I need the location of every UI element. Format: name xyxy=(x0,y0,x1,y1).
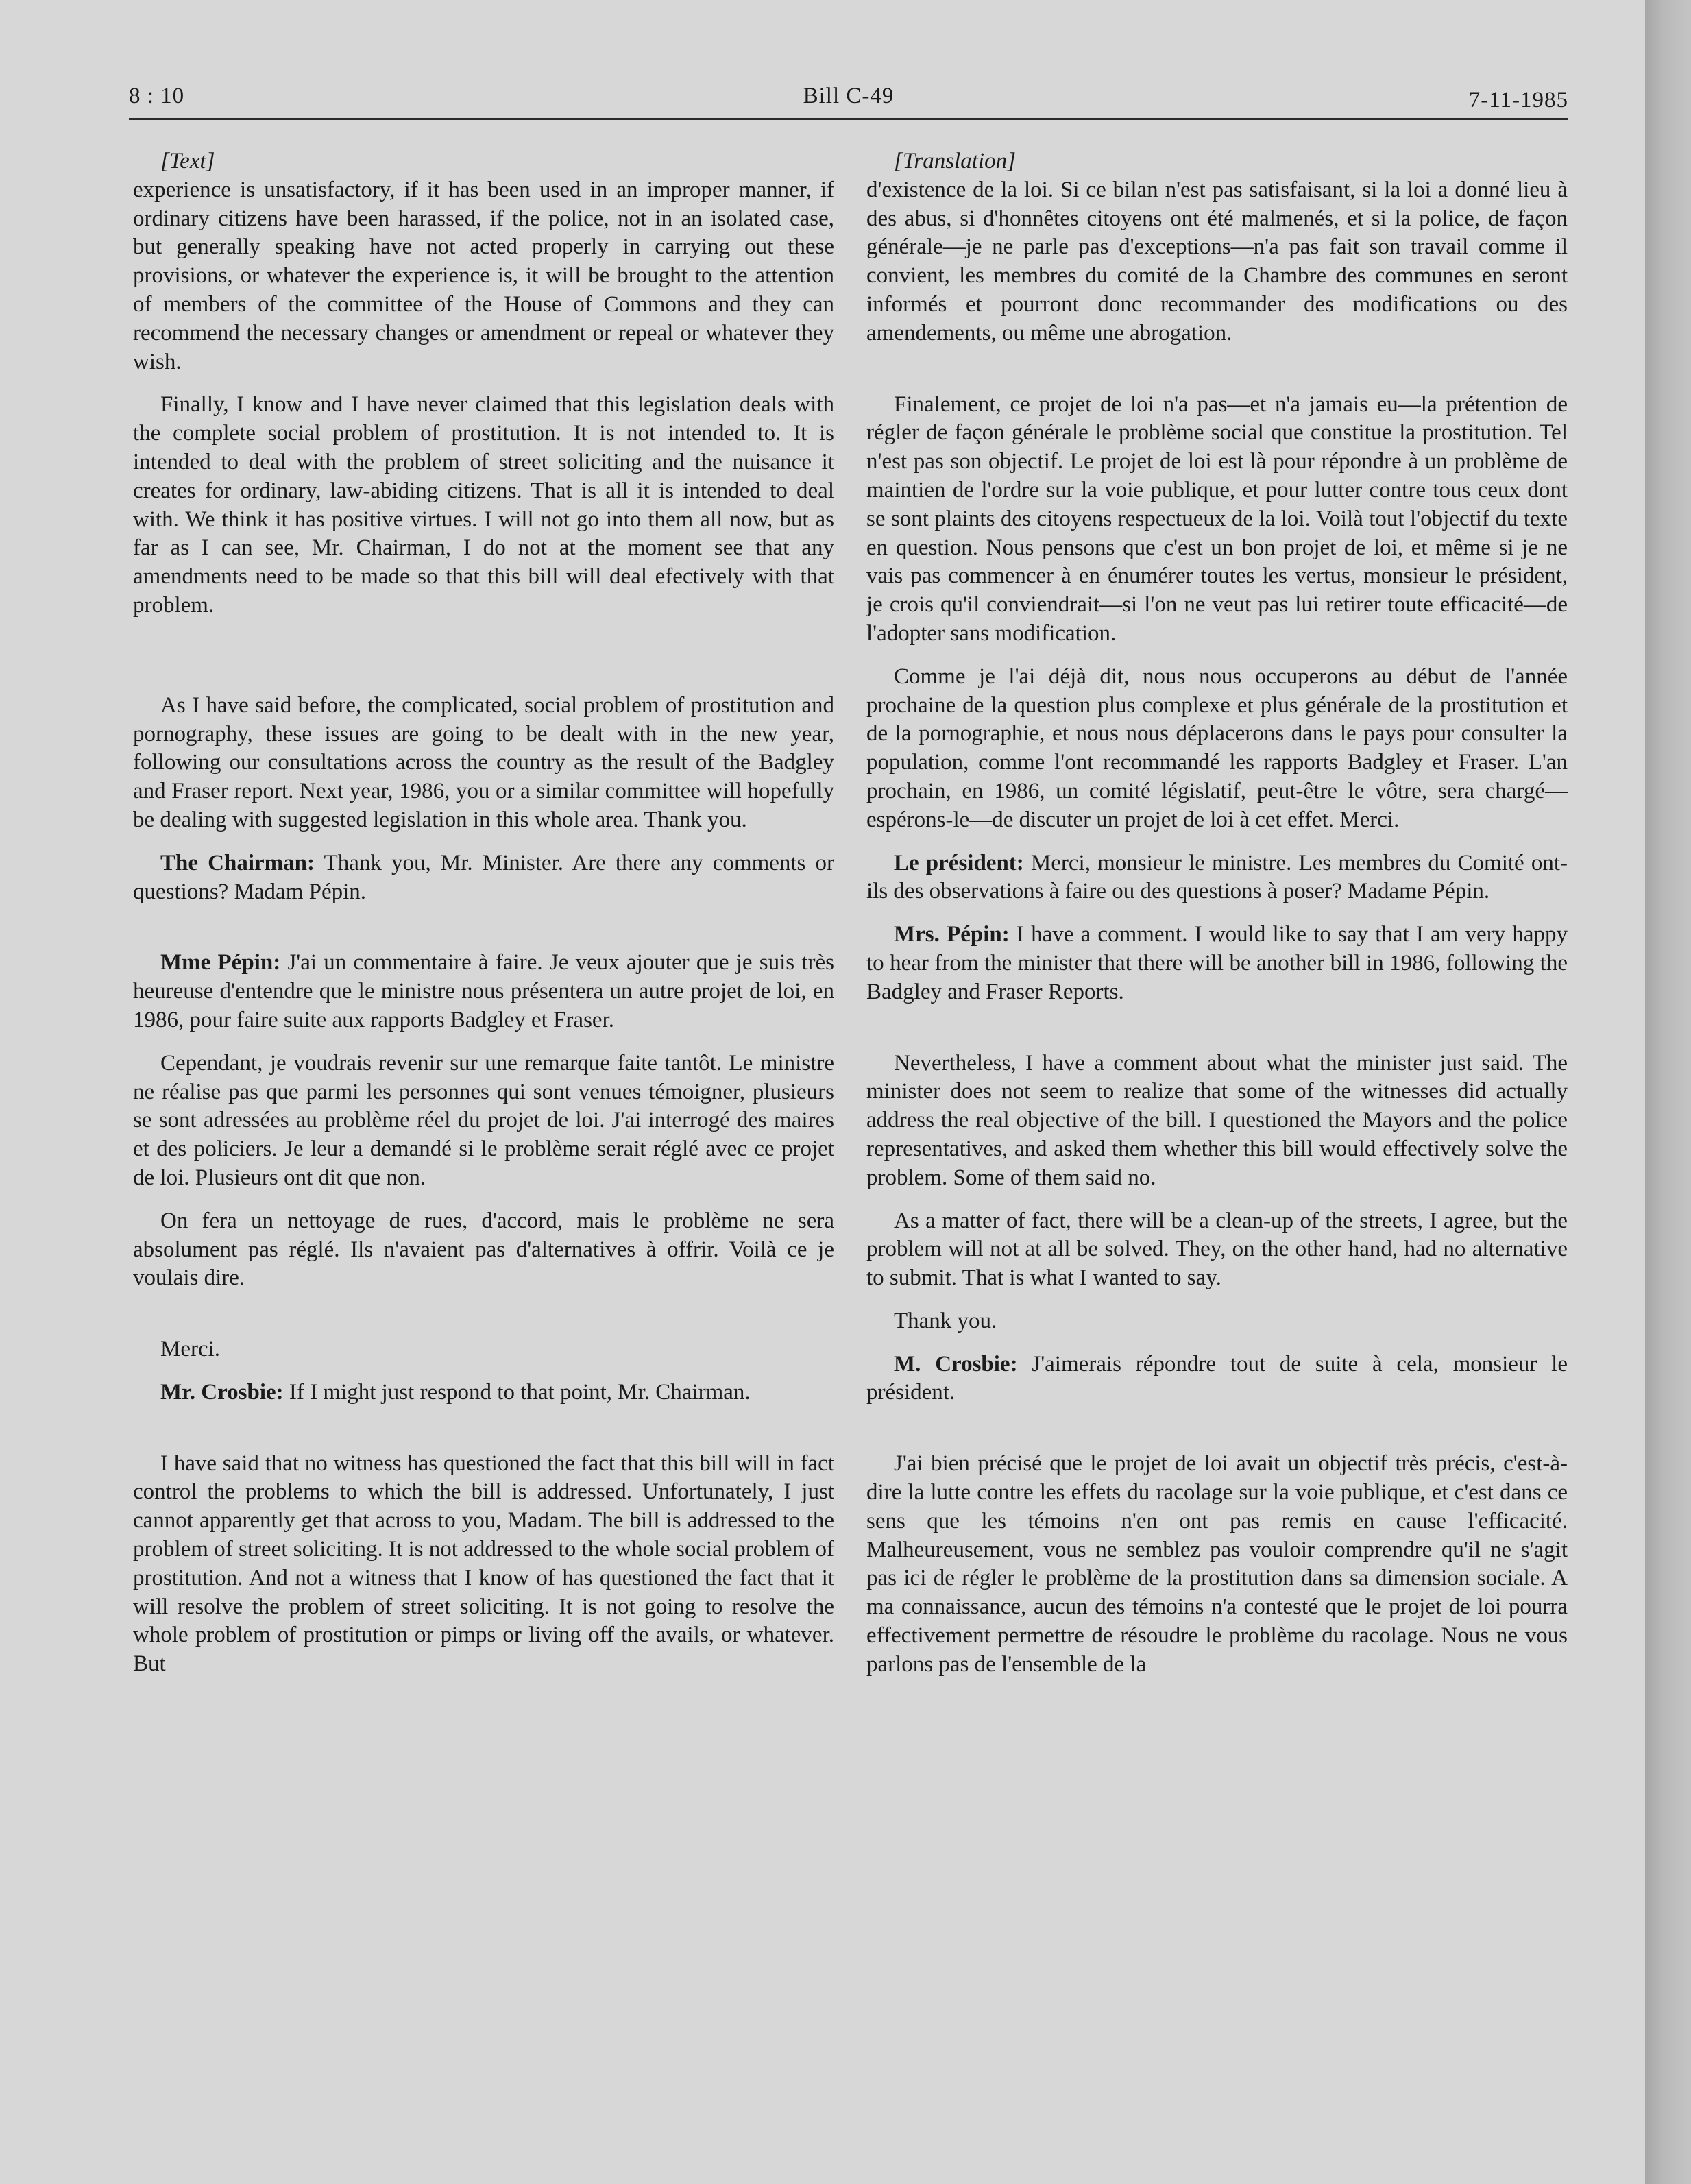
column-label: [Translation] xyxy=(894,149,1016,173)
paragraph: Comme je l'ai déjà dit, nous nous occuperons au début de l'année prochaine de la question plus complexe et plus générale de la prostitution et de la pornographie, et nous nous déplacerons dans le pays pour consulter la population, comme l'ont recommandé les rapports Badgley et Fraser. L'an prochain, en 1986, un comité législatif, peut-être le vôtre, sera chargé—espérons-le—de discuter un projet de loi à cet effet. Merci. xyxy=(866,664,1568,832)
header-date: 7-11-1985 xyxy=(1468,88,1568,112)
speaker-name: Mr. Crosbie: xyxy=(160,1379,284,1405)
paragraph: d'existence de la loi. Si ce bilan n'est pas satisfaisant, si la loi a donné lieu à des abus, si d'honnêtes citoyens ont été malmenés, et si la police, de façon générale—je ne parle pas d'exceptions—n'a pas fait son travail comme il convient, les membres du comité de la Chambre des communes en seront informés et pourront donc recommander des modifications ou des amendements, ou même une abrogation. xyxy=(866,177,1568,345)
speech-text: If I might just respond to that point, Mr. Chairman. xyxy=(289,1379,751,1405)
speech-text: Thank you, Mr. Minister. Are there any comments or questions? Madam Pépin. xyxy=(133,850,835,904)
speaker-name: The Chairman: xyxy=(160,850,315,875)
page-header xyxy=(129,84,1568,118)
bill-title: Bill C-49 xyxy=(803,84,895,108)
paragraph: Finalement, ce projet de loi n'a pas—et n'a jamais eu—la prétention de régler de façon générale le problème social que constitue la prostitution. Tel n'est pas son objectif. Le projet de loi est là pour répondre à un problème de maintien de l'ordre sur la voie publique, et pour lutter contre tous ceux dont se sont plaints des citoyens respectueux de la loi. Voilà tout l'objectif du texte en question. Nous pensons que c'est un bon projet de loi, et même si je ne vais pas commencer à en énumérer toutes les vertus, monsieur le président, je crois qu'il conviendrait—si l'on ne veut pas lui retirer toute efficacité—de l'adopter sans modification. xyxy=(866,391,1568,646)
paragraph: Cependant, je voudrais revenir sur une remarque faite tantôt. Le ministre ne réalise pas que parmi les personnes qui sont venues témoigner, plusieurs se sont adressées au problème réel du projet de loi. J'ai interrogé des maires et des policiers. Je leur a demandé si le problème serait réglé avec ce projet de loi. Plusieurs ont dit que non. xyxy=(133,1050,834,1190)
paragraph: experience is unsatisfactory, if it has been used in an improper manner, if ordinary citizens have been harassed, if the police, not in an isolated case, but generally speaking have not acted properly in carrying out these provisions, or whatever the experience is, it will be brought to the attention of members of the committee of the House of Commons and they can recommend the necessary changes or amendment or repeal or whatever they wish. xyxy=(133,177,834,374)
header-rule xyxy=(129,118,1568,120)
speech-paragraph xyxy=(133,949,834,1034)
paragraph: On fera un nettoyage de rues, d'accord, mais le problème ne sera absolument pas réglé. Ils n'avaient pas d'alternatives à offrir. Voilà ce je voulais dire. xyxy=(133,1208,834,1291)
paragraph: Nevertheless, I have a comment about what the minister just said. The minister does not seem to realize that some of the witnesses did actually address the real objective of the bill. I questioned the Mayors and the police representatives, and asked them whether this bill would effectively solve the problem. Some of them said no. xyxy=(866,1050,1568,1190)
paragraph: As I have said before, the complicated, social problem of prostitution and pornography, these issues are going to be dealt with in the new year, following our consultations across the country as the result of the Badgley and Fraser report. Next year, 1986, you or a similar committee will hopefully be dealing with suggested legislation in this whole area. Thank you. xyxy=(133,692,834,832)
speech-text: J'ai un commentaire à faire. Je veux ajouter que je suis très heureuse d'entendre que le ministre nous présentera un autre projet de loi, en 1986, pour faire suite aux rapports Badgley et Fraser. xyxy=(133,950,835,1032)
speech-paragraph xyxy=(133,849,834,907)
speech-paragraph xyxy=(866,1350,1568,1408)
paragraph: Thank you. xyxy=(894,1308,997,1333)
paragraph: J'ai bien précisé que le projet de loi avait un objectif très précis, c'est-à-dire la lutte contre les effets du racolage sur la voie publique, et c'est dans ce sens que les témoins n'en ont pas remis en cause l'efficacité. Malheureusement, vous ne semblez pas vouloir comprendre qu'il ne s'agit pas ici de régler le problème de la prostitution dans sa dimension sociale. A ma connaissance, aucun des témoins n'a contesté que le projet de loi pourra effectivement permettre de résoudre le problème du racolage. Nous ne vous parlons pas de l'ensemble de la xyxy=(866,1451,1568,1677)
speech-paragraph xyxy=(866,849,1568,907)
page-edge-shadow xyxy=(1645,0,1691,2184)
column-label: [Text] xyxy=(160,149,215,173)
paragraph: Merci. xyxy=(160,1337,221,1362)
speech-text: I have a comment. I would like to say that I am very happy to hear from the minister that there will be another bill in 1986, following the Badgley and Fraser Reports. xyxy=(866,922,1568,1004)
speech-paragraph xyxy=(133,1379,834,1407)
speech-text: Merci, monsieur le ministre. Les membres du Comité ont-ils des observations à faire ou des questions à poser? Madame Pépin. xyxy=(866,850,1568,904)
speaker-name: Mme Pépin: xyxy=(160,950,281,975)
speaker-name: Mrs. Pépin: xyxy=(894,922,1010,947)
speaker-name: Le président: xyxy=(894,850,1024,875)
english-column xyxy=(133,147,834,1679)
speech-text: J'aimerais répondre tout de suite à cela, monsieur le président. xyxy=(866,1351,1568,1405)
page-number: 8 : 10 xyxy=(129,84,185,108)
paragraph: As a matter of fact, there will be a clean-up of the streets, I agree, but the problem will not at all be solved. They, on the other hand, had no alternative to submit. That is what I wanted to say. xyxy=(866,1208,1568,1291)
speaker-name: M. Crosbie: xyxy=(894,1351,1018,1376)
paragraph: I have said that no witness has questioned the fact that this bill will in fact control the problems to which the bill is addressed. Unfortunately, I just cannot apparently get that across to you, Madam. The bill is addressed to the problem of street soliciting. It is not addressed to the whole social problem of prostitution. And not a witness that I know of has questioned the fact that it will resolve the problem of street soliciting. It is not going to resolve the whole problem of prostitution or pimps or living off the avails, or whatever. But xyxy=(133,1451,834,1677)
speech-paragraph xyxy=(866,921,1568,1006)
french-column xyxy=(866,147,1568,1679)
paragraph: Finally, I know and I have never claimed that this legislation deals with the complete social problem of prostitution. It is not intended to. It is intended to deal with the problem of street soliciting and the nuisance it creates for ordinary, law-abiding citizens. That is all it is intended to deal with. We think it has positive virtues. I will not go into them all now, but as far as I can see, Mr. Chairman, I do not at the moment see that any amendments need to be made so that this bill will deal efectively with that problem. xyxy=(133,392,834,618)
